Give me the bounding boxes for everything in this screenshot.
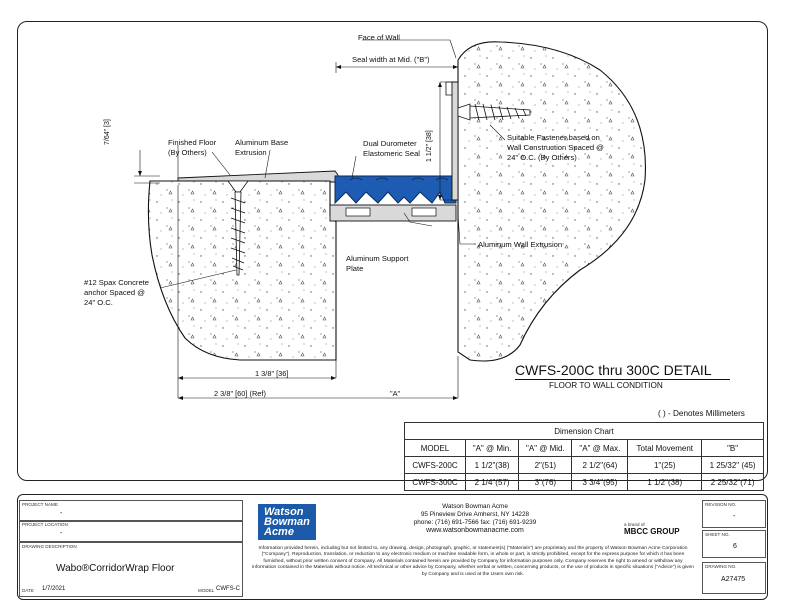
wall-body	[458, 42, 645, 361]
revision-label: REVISION NO.	[705, 502, 737, 507]
dimension-chart-caption: Dimension Chart	[405, 423, 764, 440]
finished-floor-label	[168, 138, 216, 158]
base-extrusion-label	[235, 138, 288, 158]
header-cell: MODEL	[405, 440, 466, 457]
table-cell: CWFS-300C	[405, 474, 466, 491]
dim-width-a: "A"	[390, 389, 401, 398]
sheet-value: 6	[733, 543, 737, 550]
base-extrusion-line-1: Aluminum Base	[235, 138, 289, 147]
logo-line-1: Watson	[264, 506, 304, 518]
table-cell: 1 25/32" (45)	[702, 457, 764, 474]
table-cell: 2"(51)	[519, 457, 572, 474]
fastener-line-1: Suitable Fastener based on	[507, 133, 600, 142]
table-cell: 2 1/4"(57)	[465, 474, 518, 491]
wall-extrusion-label: Aluminum Wall Extrusion	[478, 240, 563, 249]
model-value: CWFS-C	[216, 586, 240, 592]
sheet-box	[702, 530, 766, 558]
disclaimer: Information provided herein, including but not limited to, any drawing, design, photograph, graphic, or statement(s) ("Materials") are proprietary and the property of Watson Bowman Acme Corporation ("Company"). Reproduction, translation, or reduction to any electronic medium or machine readable form, in whole or part, is strictly prohibited, except for the express purpose for which it has been furnished, without prior written consent of Company. All Materials contained herein are provided by Company for information purposes only. Company reserves the right to amend or withdraw any information contained in the Materials without notice. All technical or other advice by Company, whether verbal or written, concerning products, or the use of products in specific situations ("Advice") is given by Company and is used at the Users own risk.	[252, 546, 694, 577]
company-info	[380, 503, 570, 535]
support-plate-label	[346, 254, 408, 274]
drawing-no-label: DRAWING NO.	[705, 564, 737, 569]
project-name-label: PROJECT NAME	[22, 502, 58, 507]
drawing-no-value: A27475	[721, 576, 746, 583]
table-cell: 2 1/2"(64)	[572, 457, 628, 474]
wall-extrusion-shape	[452, 82, 458, 200]
fastener-label	[507, 133, 604, 163]
company-logo	[258, 504, 316, 540]
table-cell: 1 1/2"(38)	[628, 474, 702, 491]
support-plate-line-1: Aluminum Support	[346, 254, 409, 263]
revision-box	[702, 500, 766, 528]
finished-floor-line-2: (By Others)	[168, 148, 207, 157]
drawing-description-value: Wabo®CorridorWrap Floor	[56, 563, 175, 574]
fastener-line-2: Wall Construction Spaced @	[507, 143, 604, 152]
table-cell: 1"(25)	[628, 457, 702, 474]
company-name: Watson Bowman Acme	[442, 503, 508, 510]
table-row	[405, 474, 764, 491]
support-plate-line-2: Plate	[346, 264, 364, 273]
fastener-line-3: 24" O.C. (By Others)	[507, 153, 577, 162]
anchor-line-3: 24" O.C.	[84, 298, 113, 307]
anchor-label	[84, 278, 149, 308]
sheet-label: SHEET NO.	[705, 532, 730, 537]
anchor-line-2: anchor Spaced @	[84, 288, 145, 297]
header-cell: "A" @ Mid.	[519, 440, 572, 457]
detail-title: CWFS-200C thru 300C DETAIL	[515, 362, 712, 378]
project-location-label: PROJECT LOCATION	[22, 522, 68, 527]
table-cell: 3 3/4"(95)	[572, 474, 628, 491]
dimension-chart	[404, 422, 764, 491]
header-cell: "A" @ Max.	[572, 440, 628, 457]
model-label: MODEL	[198, 588, 215, 593]
header-cell: "B"	[702, 440, 764, 457]
base-extrusion-shape	[178, 171, 338, 182]
anchor-line-1: #12 Spax Concrete	[84, 278, 150, 287]
floor-slab	[148, 181, 336, 360]
table-cell: CWFS-200C	[405, 457, 466, 474]
table-cell: 2 25/32"(71)	[702, 474, 764, 491]
finished-floor-line-1: Finished Floor	[168, 138, 217, 147]
dim-width-ref: 2 3/8" [60] (Ref)	[214, 389, 266, 398]
drawing-description-label: DRAWING DESCRIPTION	[22, 544, 77, 549]
seal-width-label: Seal width at Mid. ("B")	[352, 55, 430, 64]
table-row	[405, 457, 764, 474]
detail-title-underline	[515, 379, 730, 380]
group-small-text: a brand of	[624, 522, 645, 527]
company-website: www.watsonbowmanacme.com	[426, 527, 524, 534]
table-cell: 1 1/2"(38)	[465, 457, 518, 474]
revision-value: -	[733, 513, 736, 520]
logo-line-2: Bowman	[264, 516, 310, 528]
dual-seal-label	[363, 139, 420, 159]
header-cell: Total Movement	[628, 440, 702, 457]
header-cell: "A" @ Min.	[465, 440, 518, 457]
company-address: 95 Pineview Drive Amherst, NY 14228	[420, 511, 530, 518]
base-extrusion-line-2: Extrusion	[235, 148, 267, 157]
company-phone: phone: (716) 691-7566 fax: (716) 691-9239	[413, 519, 537, 526]
date-value: 1/7/2021	[42, 586, 66, 592]
dim-height-small: 7/64" [3]	[104, 119, 111, 145]
dual-seal-line-2: Elastomeric Seal	[363, 149, 420, 158]
mm-note: ( ) - Denotes Millimeters	[658, 409, 745, 418]
face-of-wall-label: Face of Wall	[358, 33, 400, 42]
group-name: MBCC GROUP	[624, 527, 680, 536]
detail-subtitle: FLOOR TO WALL CONDITION	[549, 381, 663, 390]
project-name-box	[19, 500, 243, 522]
logo-line-3: Acme	[264, 526, 294, 538]
elastomeric-seal-shape	[335, 176, 456, 203]
project-location-box	[19, 520, 243, 542]
date-label: DATE	[22, 588, 34, 593]
dim-height-tall: 1 1/2" [38]	[426, 130, 433, 162]
dimension-chart-header-row	[405, 440, 764, 457]
project-location-value: -	[60, 530, 63, 537]
dim-width-inner: 1 3/8" [36]	[255, 369, 289, 378]
drawing-description-box	[19, 542, 243, 597]
project-name-value: -	[60, 510, 63, 517]
dual-seal-line-1: Dual Durometer	[363, 139, 417, 148]
drawing-no-box	[702, 562, 766, 594]
table-cell: 3"(76)	[519, 474, 572, 491]
group-logo	[624, 522, 680, 536]
